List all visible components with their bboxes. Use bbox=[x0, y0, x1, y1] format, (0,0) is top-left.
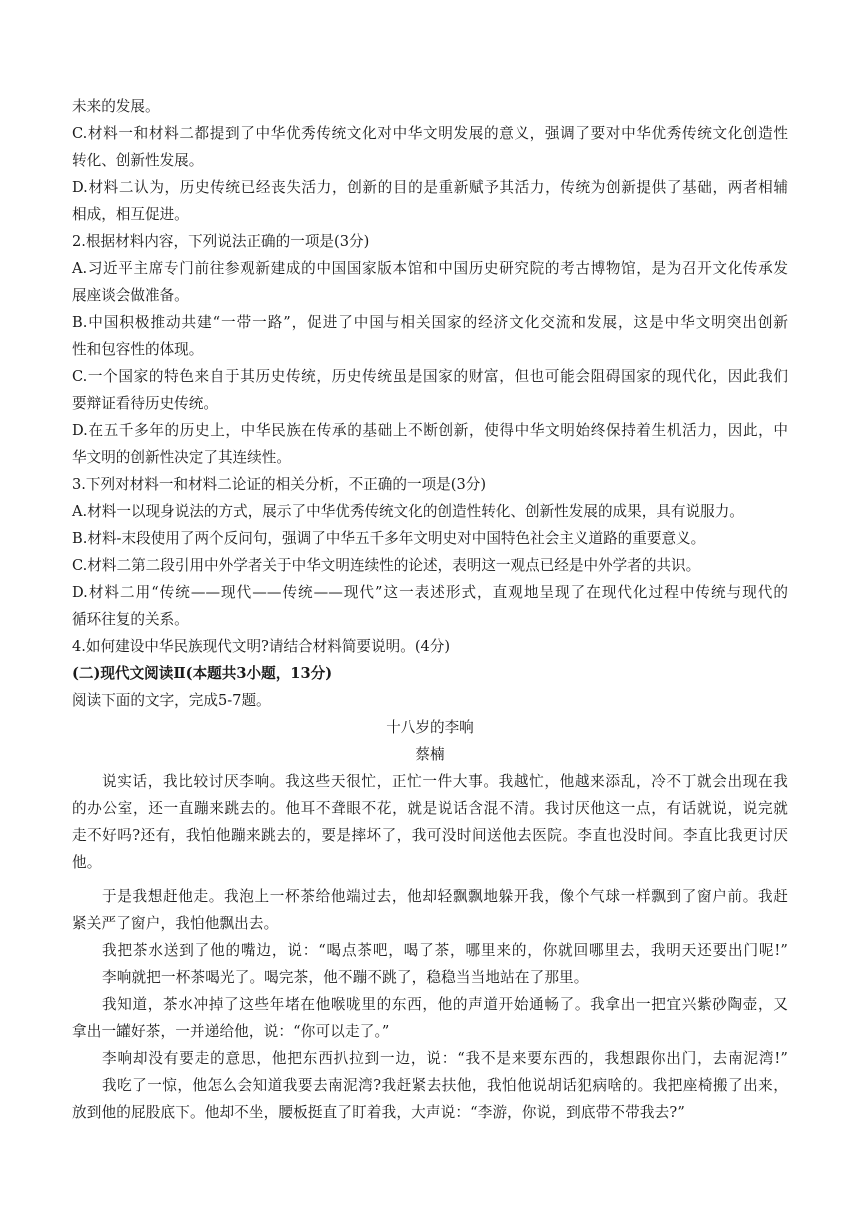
story-paragraph-line: 拿出一罐好茶，一并递给他，说：“你可以走了。” bbox=[72, 1023, 390, 1040]
story-paragraph-line: 我把茶水送到了他的嘴边，说：“喝点茶吧，喝了茶，哪里来的，你就回哪里去，我明天还要出门呢!” bbox=[102, 942, 788, 959]
story-paragraph-line: 走不好吗?还有，我怕他蹦来跳去的，要是摔坏了，我可没时间送他去医院。李直也没时间。李直比我更讨厌 bbox=[72, 827, 788, 844]
text-line: 展座谈会做准备。 bbox=[72, 287, 189, 304]
story-title: 十八岁的李响 bbox=[386, 719, 474, 736]
text-line: 华文明的创新性决定了其连续性。 bbox=[72, 449, 291, 466]
story-paragraph-line: 于是我想赶他走。我泡上一杯茶给他端过去，他却轻飘飘地躲开我，像个气球一样飘到了窗户前。我赶 bbox=[102, 888, 788, 905]
story-paragraph-line: 紧关严了窗户，我怕他飘出去。 bbox=[72, 915, 279, 932]
story-paragraph-line: 我知道，茶水冲掉了这些年堵在他喉咙里的东西，他的声道开始通畅了。我拿出一把宜兴紫砂陶壶，又 bbox=[102, 996, 788, 1013]
option-c-line: C.一个国家的特色来自于其历史传统，历史传统虽是国家的财富，但也可能会阻碍国家的现代化，因此我们 bbox=[72, 368, 788, 385]
story-paragraph-line: 说实话，我比较讨厌李响。我这些天很忙，正忙一件大事。我越忙，他越来添乱，冷不丁就会出现在我 bbox=[102, 773, 788, 790]
option-c-line: C.材料一和材料二都提到了中华优秀传统文化对中华文明发展的意义，强调了要对中华优秀传统文化创造性 bbox=[72, 125, 788, 142]
text-line: 相成，相互促进。 bbox=[72, 206, 189, 223]
question-4: 4.如何建设中华民族现代文明?请结合材料简要说明。(4分) bbox=[72, 638, 451, 655]
story-paragraph-line: 他。 bbox=[72, 854, 102, 871]
story-paragraph-line: 的办公室，还一直蹦来跳去的。他耳不聋眼不花，就是说话含混不清。我讨厌他这一点，有话就说，说完就 bbox=[72, 800, 788, 817]
option-d-line: D.材料二用“传统——现代——传统——现代”这一表述形式，直观地呈现了在现代化过程中传统与现代的 bbox=[72, 584, 788, 601]
text-line: 要辩证看待历史传统。 bbox=[72, 395, 218, 412]
section-heading: (二)现代文阅读Ⅱ(本题共3小题，13分) bbox=[72, 665, 333, 682]
text-line: 转化、创新性发展。 bbox=[72, 152, 204, 169]
story-author: 蔡楠 bbox=[415, 746, 445, 763]
question-2: 2.根据材料内容，下列说法正确的一项是(3分) bbox=[72, 233, 370, 250]
story-paragraph-line: 李响却没有要走的意思，他把东西扒拉到一边，说：“我不是来要东西的，我想跟你出门，去南泥湾!” bbox=[102, 1050, 788, 1067]
text-line: 循环往复的关系。 bbox=[72, 611, 189, 628]
question-3: 3.下列对材料一和材料二论证的相关分析，不正确的一项是(3分) bbox=[72, 476, 487, 493]
story-paragraph-line: 李响就把一杯茶喝光了。喝完茶，他不蹦不跳了，稳稳当当地站在了那里。 bbox=[102, 969, 589, 986]
option-c-line: C.材料二第二段引用中外学者关于中华文明连续性的论述，表明这一观点已经是中外学者的共识。 bbox=[72, 557, 701, 574]
text-line: 性和包容性的体现。 bbox=[72, 341, 204, 358]
option-a-line: A.材料一以现身说法的方式，展示了中华优秀传统文化的创造性转化、创新性发展的成果，具有说服力。 bbox=[72, 503, 744, 520]
option-d-line: D.材料二认为，历史传统已经丧失活力，创新的目的是重新赋予其活力，传统为创新提供了基础，两者相辅 bbox=[72, 179, 788, 196]
story-paragraph-line: 放到他的屁股底下。他却不坐，腰板挺直了盯着我，大声说：“李游，你说，到底带不带我去?” bbox=[72, 1104, 685, 1121]
story-paragraph-line: 我吃了一惊，他怎么会知道我要去南泥湾?我赶紧去扶他，我怕他说胡话犯病啥的。我把座椅搬了出来， bbox=[102, 1077, 788, 1094]
option-b-line: B.中国积极推动共建“一带一路”，促进了中国与相关国家的经济文化交流和发展，这是中华文明突出创新 bbox=[72, 314, 788, 331]
option-a-line: A.习近平主席专门前往参观新建成的中国国家版本馆和中国历史研究院的考古博物馆，是为召开文化传承发 bbox=[72, 260, 788, 277]
option-b-line: B.材料-末段使用了两个反问句，强调了中华五千多年文明史对中国特色社会主义道路的重要意义。 bbox=[72, 530, 706, 547]
option-d-line: D.在五千多年的历史上，中华民族在传承的基础上不断创新，使得中华文明始终保持着生机活力，因此，中 bbox=[72, 422, 788, 439]
text-line: 未来的发展。 bbox=[72, 98, 160, 115]
instruction-line: 阅读下面的文字，完成5-7题。 bbox=[72, 692, 271, 709]
